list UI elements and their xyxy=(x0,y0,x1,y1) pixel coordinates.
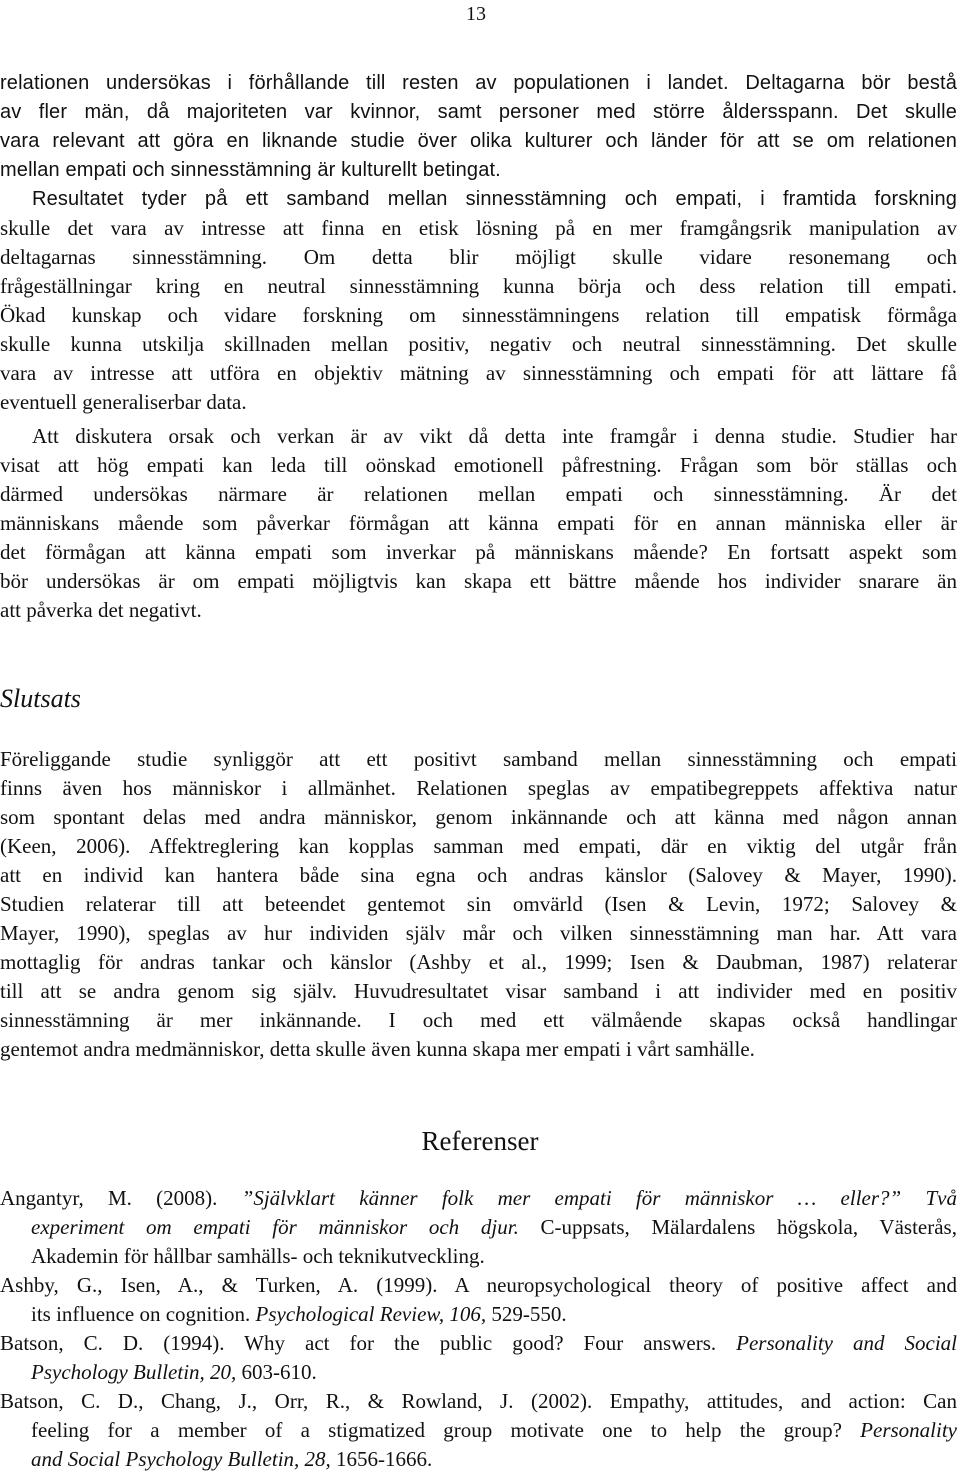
text-line: deltagarnas sinnesstämning. Om detta blir möjligt skulle vidare resonemang och xyxy=(0,245,957,269)
text-line: bör undersökas är om empati möjligtvis kan skapa ett bättre mående hos individer snarare än xyxy=(0,569,957,593)
text-line: som spontant delas med andra människor, genom inkännande och att känna med någon annan xyxy=(0,805,957,829)
text-line: Föreliggande studie synliggör att ett positivt samband mellan sinnesstämning och empati xyxy=(0,747,957,771)
text-line: Att diskutera orsak och verkan är av vikt då detta inte framgår i denna studie. Studier har xyxy=(32,424,957,448)
reference-text: Batson, C. D. (1994). Why act for the public good? Four answers. xyxy=(0,1331,737,1355)
text-line: eventuell generaliserbar data. xyxy=(0,390,247,414)
reference-text: 529-550. xyxy=(486,1302,567,1326)
reference-text: C-uppsats, Mälardalens högskola, Västerås, xyxy=(518,1215,957,1239)
reference-entry xyxy=(0,1329,957,1387)
text-line: människans mående som påverkar förmågan att känna empati för en annan människa eller är xyxy=(0,511,957,535)
reference-line xyxy=(0,1271,957,1300)
reference-text: Ashby, G., Isen, A., & Turken, A. (1999). A neuropsychological theory of positive affect and xyxy=(0,1273,957,1297)
reference-text: 603-610. xyxy=(236,1360,317,1384)
text-line: mottaglig för andras tankar och känslor (Ashby et al., 1999; Isen & Daubman, 1987) relaterar xyxy=(0,950,957,974)
section-heading-referenser: Referenser xyxy=(421,1126,539,1156)
reference-text: Akademin för hållbar samhälls- och teknikutveckling. xyxy=(31,1244,485,1268)
text-line: skulle kunna utskilja skillnaden mellan positiv, negativ och neutral sinnesstämning. Det skulle xyxy=(0,332,957,356)
reference-line xyxy=(0,1416,957,1445)
reference-title: ”Självklart känner folk mer empati för människor … eller?” Två xyxy=(241,1186,957,1210)
text-line: Resultatet tyder på ett samband mellan sinnesstämning och empati, i framtida forskning xyxy=(32,188,957,210)
reference-journal: Psychology Bulletin, 20, xyxy=(31,1360,237,1384)
reference-line xyxy=(0,1300,957,1329)
reference-line xyxy=(0,1445,957,1474)
text-line: vara av intresse att utföra en objektiv mätning av sinnesstämning och empati för att lättare få xyxy=(0,361,957,385)
text-line: frågeställningar kring en neutral sinnesstämning kunna börja och dess relation till empati. xyxy=(0,274,957,298)
section-heading-slutsats: Slutsats xyxy=(0,684,81,713)
text-line: vara relevant att göra en liknande studie över olika kulturer och länder för att se om relationen xyxy=(0,130,957,152)
text-line: gentemot andra medmänniskor, detta skulle även kunna skapa mer empati i vårt samhälle. xyxy=(0,1037,755,1061)
reference-journal: Personality and Social xyxy=(736,1331,957,1355)
text-line: till att se andra genom sig själv. Huvudresultatet visar samband i att individer med en positiv xyxy=(0,979,957,1003)
reference-line xyxy=(0,1329,957,1358)
reference-journal: Psychological Review, 106, xyxy=(255,1302,487,1326)
page-number: 13 xyxy=(466,3,486,25)
text-line: (Keen, 2006). Affektreglering kan kopplas samman med empati, där en viktig del utgår från xyxy=(0,834,957,858)
reference-text: its influence on cognition. xyxy=(31,1302,256,1326)
reference-text: feeling for a member of a stigmatized group motivate one to help the group? xyxy=(31,1418,861,1442)
reference-line xyxy=(0,1358,957,1387)
discussion-paragraph-1 xyxy=(0,69,957,417)
text-line: finns även hos människor i allmänhet. Relationen speglas av empatibegreppets affektiva natur xyxy=(0,776,957,800)
reference-text: Angantyr, M. (2008). xyxy=(0,1186,242,1210)
reference-entry xyxy=(0,1387,957,1474)
reference-line xyxy=(0,1242,957,1271)
reference-entry xyxy=(0,1271,957,1329)
text-line: det förmågan att känna empati som inverkar på människans mående? En fortsatt aspekt som xyxy=(0,540,957,564)
text-line: att en individ kan hantera både sina egna och andras känslor (Salovey & Mayer, 1990). xyxy=(0,863,957,887)
text-line: Mayer, 1990), speglas av hur individen själv mår och vilken sinnesstämning man har. Att vara xyxy=(0,921,957,945)
text-line: därmed undersökas närmare är relationen mellan empati och sinnesstämning. Är det xyxy=(0,482,957,506)
text-line: sinnesstämning är mer inkännande. I och med ett välmående skapas också handlingar xyxy=(0,1008,957,1032)
text-line: Ökad kunskap och vidare forskning om sinnesstämningens relation till empatisk förmåga xyxy=(0,303,957,327)
reference-entry xyxy=(0,1184,957,1271)
text-line: relationen undersökas i förhållande till resten av populationen i landet. Deltagarna bör bestå xyxy=(0,72,957,94)
slutsats-paragraph xyxy=(0,745,957,1064)
reference-journal: and Social Psychology Bulletin, 28, xyxy=(31,1447,331,1471)
reference-line xyxy=(0,1184,957,1213)
reference-line xyxy=(0,1387,957,1416)
reference-title: experiment om empati för människor och djur. xyxy=(31,1215,519,1239)
reference-text: Batson, C. D., Chang, J., Orr, R., & Rowland, J. (2002). Empathy, attitudes, and action: Can xyxy=(0,1389,957,1413)
discussion-paragraph-2 xyxy=(0,422,957,625)
text-line: mellan empati och sinnesstämning är kulturellt betingat. xyxy=(0,159,501,181)
text-line: skulle det vara av intresse att finna en etisk lösning på en mer framgångsrik manipulation av xyxy=(0,216,957,240)
text-line: Studien relaterar till att beteendet gentemot sin omvärld (Isen & Levin, 1972; Salovey & xyxy=(0,892,957,916)
text-line: visat att hög empati kan leda till oönskad emotionell påfrestning. Frågan som bör ställas och xyxy=(0,453,957,477)
text-line: att påverka det negativt. xyxy=(0,598,202,622)
reference-text: 1656-1666. xyxy=(330,1447,433,1471)
text-line: av fler män, då majoriteten var kvinnor, samt personer med större åldersspann. Det skulle xyxy=(0,101,957,123)
reference-journal: Personality xyxy=(860,1418,957,1442)
reference-line xyxy=(0,1213,957,1242)
